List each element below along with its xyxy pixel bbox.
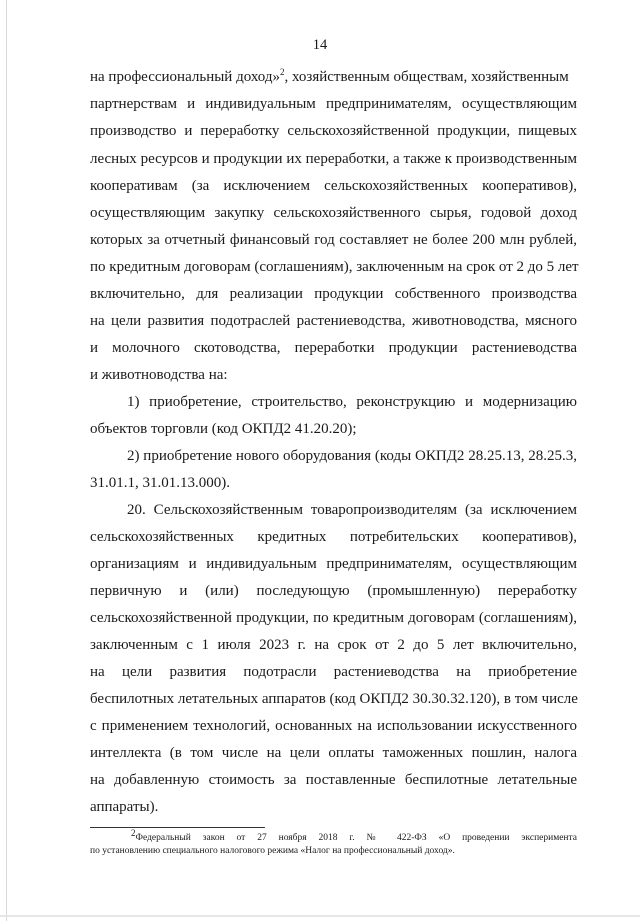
page-number: 14 [312, 37, 328, 53]
text-line: 31.01.1, 31.01.13.000). [90, 475, 230, 491]
text-line: 1) приобретение, строительство, реконструкцию и модернизацию [127, 394, 577, 410]
text-line: первичную и (или) последующую (промышленную) переработку [90, 583, 577, 599]
text-segment: на профессиональный доход» [90, 69, 280, 85]
text-line: 2) приобретение нового оборудования (коды ОКПД2 28.25.13, 28.25.3, [127, 448, 577, 464]
footnote-separator [90, 827, 265, 828]
text-line: кооперативам (за исключением сельскохозяйственных кооперативов), [90, 178, 577, 194]
text-line: на цели развития подотраслей растениеводства, животноводства, мясного [90, 313, 577, 329]
text-line: лесных ресурсов и продукции их переработки, а также к производственным [90, 151, 577, 167]
text-line: на добавленную стоимость за поставленные беспилотные летательные [90, 772, 577, 788]
footnote-text: Федеральный закон от 27 ноября 2018 г. № 422-ФЗ «О проведении эксперимента [135, 833, 577, 843]
text-line [90, 68, 577, 86]
text-line: производство и переработку сельскохозяйственной продукции, пищевых [90, 123, 577, 139]
footnote-line [131, 827, 577, 844]
footnote-mark: 2 [131, 827, 136, 838]
text-line: объектов торговли (код ОКПД2 41.20.20); [90, 421, 357, 437]
text-line: и молочного скотоводства, переработки продукции растениеводства [90, 340, 577, 356]
text-line: которых за отчетный финансовый год составляет не более 200 млн рублей, [90, 232, 577, 248]
text-segment: , хозяйственным обществам, хозяйственным [284, 69, 569, 85]
page-edge [6, 0, 7, 921]
footnote-line: по установлению специального налогового режима «Налог на профессиональный доход». [90, 846, 455, 856]
text-line: и животноводства на: [90, 367, 228, 383]
footnote-ref: 2 [279, 67, 285, 77]
text-line: включительно, для реализации продукции собственного производства [90, 286, 577, 302]
text-line: с применением технологий, основанных на использовании искусственного [90, 718, 577, 734]
text-line: интеллекта (в том числе на цели оплаты таможенных пошлин, налога [90, 745, 577, 761]
page-edge [0, 915, 640, 917]
text-line: на цели развития подотрасли растениеводства на приобретение [90, 664, 577, 680]
text-line: аппараты). [90, 799, 159, 815]
text-line: беспилотных летательных аппаратов (код ОКПД2 30.30.32.120), в том числе [90, 691, 578, 707]
text-line: осуществляющим закупку сельскохозяйственного сырья, годовой доход [90, 205, 577, 221]
text-line: организациям и индивидуальным предпринимателям, осуществляющим [90, 556, 577, 572]
text-line: сельскохозяйственной продукции, по кредитным договорам (соглашениям), [90, 610, 577, 626]
text-line: сельскохозяйственных кредитных потребительских кооперативов), [90, 529, 577, 545]
text-line: 20. Сельскохозяйственным товаропроизводителям (за исключением [127, 502, 577, 518]
text-line: по кредитным договорам (соглашениям), заключенным на срок от 2 до 5 лет [90, 259, 579, 275]
text-line: заключенным с 1 июля 2023 г. на срок от 2 до 5 лет включительно, [90, 637, 577, 653]
text-line: партнерствам и индивидуальным предпринимателям, осуществляющим [90, 96, 577, 112]
